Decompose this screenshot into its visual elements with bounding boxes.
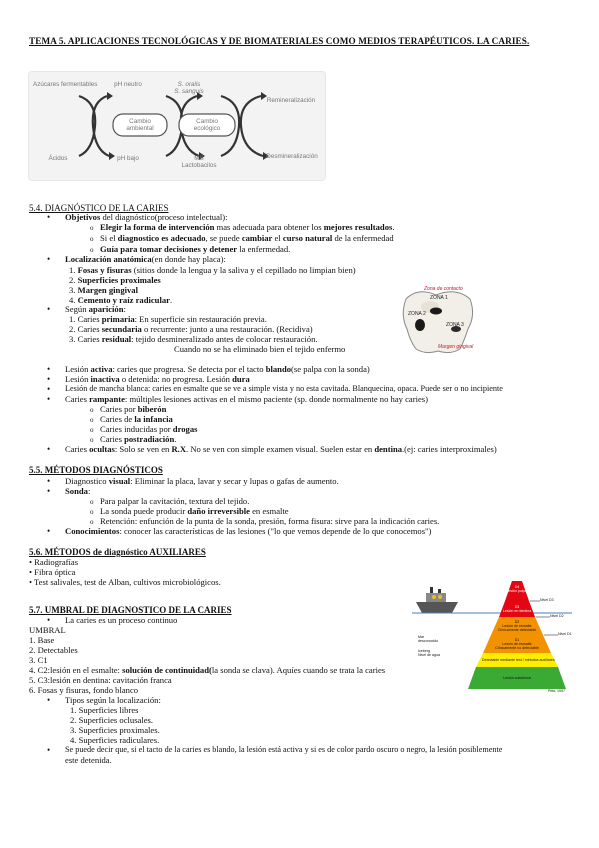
lesion-mancha-blanca: Lesión de mancha blanca: caries en esmalte que se ve a simple vista y no esta cavitada. Blanquecina, opaca. Puede ser o no incipiente <box>65 384 503 393</box>
conocimientos: Conocimientos: conocer las características de las lesiones ("lo que vemos depende de lo que conocemos") <box>65 526 432 536</box>
bullet: • <box>47 254 51 264</box>
side-d3: Nivel D3 <box>540 598 554 602</box>
bullet: • <box>47 364 51 374</box>
section-header-5-4: 5.4. DIAGNÓSTICO DE LA CARIES <box>29 203 169 213</box>
left-iceberg: Iceberg Nivel de agua <box>418 649 440 657</box>
caries-iceberg-figure <box>412 577 572 695</box>
bullet: • <box>47 212 51 222</box>
rampante-2: Caries de la infancia <box>100 414 173 424</box>
loc-item-2: 2. Superficies proximales <box>69 275 161 285</box>
aux-item-3: • Test salivales, test de Alban, cultivos microbiológicos. <box>29 577 221 587</box>
umbral-2: 2. Detectables <box>29 645 78 655</box>
sonda-1: Para palpar la cavitación, textura del tejido. <box>100 496 250 506</box>
tipo-4: 4. Superficies radiculares. <box>70 735 160 745</box>
pyr-subclinica: Lesión subclínica <box>503 676 531 680</box>
circle-bullet: o <box>90 235 94 243</box>
tipo-1: 1. Superficies libres <box>70 705 139 715</box>
bullet: • <box>47 745 51 755</box>
loc-item-3: 3. Margen gingival <box>69 285 138 295</box>
label-zona-1: ZONA 1 <box>430 295 448 301</box>
localizacion-line: Localización anatómica(en donde hay placa): <box>65 254 226 264</box>
aux-item-2: • Fibra óptica <box>29 567 76 577</box>
rampante-3: Caries inducidas por drogas <box>100 424 198 434</box>
caries-ocultas: Caries ocultas: Solo se ven en R.X. No se ven con simple examen visual. Suelen estar en dentina.(ej: caries interproximales) <box>65 444 497 454</box>
bullet: • <box>47 444 51 454</box>
bullet: • <box>47 394 51 404</box>
circle-bullet: o <box>90 406 94 414</box>
lesion-inactiva: Lesión inactiva o detenida: no progresa. Lesión dura <box>65 374 250 384</box>
label-zona-2: ZONA 2 <box>408 311 426 317</box>
circle-bullet: o <box>90 426 94 434</box>
label-s-oralis: S. oralis <box>177 81 201 88</box>
caries-continuo: La caries es un proceso continuo <box>65 615 178 625</box>
left-mar: Mar desconocido <box>418 635 439 643</box>
label-cambio-ecologico: Cambio ecológico <box>193 118 221 132</box>
tipo-3: 3. Superficies proximales. <box>70 725 160 735</box>
circle-bullet: o <box>90 498 94 506</box>
aparicion-3: 3. Caries residual: tejido desmineralizado antes de colocar restauración. <box>69 334 318 344</box>
label-s-sanguis: S. sanguis <box>174 88 204 95</box>
caries-process-diagram <box>28 71 326 181</box>
sonda-2: La sonda puede producir daño irreversible en esmalte <box>100 506 289 516</box>
label-acidos: Ácidos <box>48 155 68 162</box>
bullet: • <box>47 384 51 394</box>
figure-credit: Pitts, 1997 <box>548 689 565 693</box>
label-ph-bajo: pH bajo <box>117 155 139 162</box>
side-d2: Nivel D2 <box>550 614 564 618</box>
sonda-line: Sonda: <box>65 486 91 496</box>
objetivo-3: Guía para tomar decisiones y detener la enfermedad. <box>100 244 291 254</box>
label-ms: MS <box>194 155 204 162</box>
diagnostico-visual: Diagnostico visual: Eliminar la placa, lavar y secar y lupas o gafas de aumento. <box>65 476 339 486</box>
section-header-5-6: 5.6. MÉTODOS de diagnóstico AUXILIARES <box>29 547 206 557</box>
bullet: • <box>47 476 51 486</box>
circle-bullet: o <box>90 518 94 526</box>
page-title: TEMA 5. APLICACIONES TECNOLÓGICAS Y DE BIOMATERIALES COMO MEDIOS TERAPÉUTICOS. LA CARIES. <box>29 36 530 46</box>
circle-bullet: o <box>90 224 94 232</box>
aux-item-1: • Radiografías <box>29 557 79 567</box>
ship-icon <box>416 587 458 613</box>
bullet: • <box>47 615 51 625</box>
conclusion-line-2: este detenida. <box>65 755 112 765</box>
label-zona-contacto: Zona de contacto <box>424 286 463 292</box>
pyr-d3: D3 Lesión en dentina <box>502 605 532 613</box>
tooth-zones-figure <box>398 285 478 357</box>
aparicion-1: 1. Caries primaria: En superficie sin restauración previa. <box>69 314 267 324</box>
objetivos-line: Objetivos del diagnóstico(proceso intelectual): <box>65 212 228 222</box>
umbral-6: 6. Fosas y fisuras, fondo blanco <box>29 685 139 695</box>
pyr-d4: D4 Lesión pulpar <box>506 585 528 593</box>
conclusion-line-1: Se puede decir que, si el tacto de la caries es blando, la lesión está activa y si es de color pardo oscuro o negro, la lesión posiblemente <box>65 745 503 754</box>
tipo-2: 2. Superficies oclusales. <box>70 715 154 725</box>
umbral-5: 5. C3:lesión en dentina: cavitación franca <box>29 675 172 685</box>
aparicion-2: 2. Caries secundaria o recurrente: junto a una restauración. (Recidiva) <box>69 324 313 334</box>
umbral-1: 1. Base <box>29 635 55 645</box>
bullet: • <box>47 304 51 314</box>
label-lactobacilos: Lactobacilos <box>181 162 217 169</box>
bullet: • <box>47 486 51 496</box>
pyr-test: Detectable mediante test / métodos auxiliares <box>482 658 555 662</box>
rampante-1: Caries por biberón <box>100 404 167 414</box>
bullet: • <box>47 695 51 705</box>
circle-bullet: o <box>90 436 94 444</box>
tipos-localizacion: Tipos según la localización: <box>65 695 161 705</box>
umbral-3: 3. C1 <box>29 655 48 665</box>
label-zona-3: ZONA 3 <box>446 322 464 328</box>
loc-item-1: 1. Fosas y fisuras (sitios donde la lengua y la saliva y el cepillado no limpian bien) <box>69 265 356 275</box>
aparicion-line: Según aparición: <box>65 304 126 314</box>
label-cambio-ambiental: Cambio ambiental <box>126 118 154 132</box>
arrow-right-2 <box>241 96 263 156</box>
label-desmineralizacion: Desmineralización <box>266 153 318 160</box>
objetivo-2: Si el diagnostico es adecuado, se puede cambiar el curso natural de la enfermedad <box>100 233 394 243</box>
circle-bullet: o <box>90 508 94 516</box>
aparicion-3-note: Cuando no se ha eliminado bien el tejido enfermo <box>174 344 346 354</box>
pyr-d2: D2 Lesión de esmalte Clínicamente detectable <box>497 620 537 632</box>
side-d1: Nivel D1 <box>558 632 572 636</box>
circle-bullet: o <box>90 416 94 424</box>
circle-bullet: o <box>90 246 94 254</box>
lesion-activa: Lesión activa: caries que progresa. Se detecta por el tacto blando(se palpa con la sonda) <box>65 364 370 374</box>
objetivo-1: Elegir la forma de intervención mas adecuada para obtener los mejores resultados. <box>100 222 395 232</box>
label-margen-gingival: Margen gingival <box>438 344 474 350</box>
label-ph-neutro: pH neutro <box>114 81 142 88</box>
pyr-d1: D1 Lesión de esmalte Clínicamente no detectable <box>495 638 539 650</box>
label-remineralizacion: Remineralización <box>266 97 316 104</box>
label-azucares: Azúcares fermentables <box>33 81 98 88</box>
umbral-4: 4. C2:lesión en el esmalte: solución de continuidad(la sonda se clava). Aquíes cuando se trata la caries <box>29 665 386 675</box>
sonda-3: Retención: enfunción de la punta de la sonda, presión, forma fisura: sirve para la indicación caries. <box>100 516 440 526</box>
bullet: • <box>47 374 51 384</box>
rampante-4: Caries postradiación. <box>100 434 177 444</box>
section-header-5-7: 5.7. UMBRAL DE DIAGNOSTICO DE LA CARIES <box>29 605 232 615</box>
loc-item-4: 4. Cemento y raíz radicular. <box>69 295 173 305</box>
bullet: • <box>47 526 51 536</box>
section-header-5-5: 5.5. MÉTODOS DIAGNÓSTICOS <box>29 465 163 475</box>
caries-rampante: Caries rampante: múltiples lesiones activas en el mismo paciente (sp. donde normalmente no hay caries) <box>65 394 429 404</box>
umbral-label: UMBRAL <box>29 625 66 635</box>
